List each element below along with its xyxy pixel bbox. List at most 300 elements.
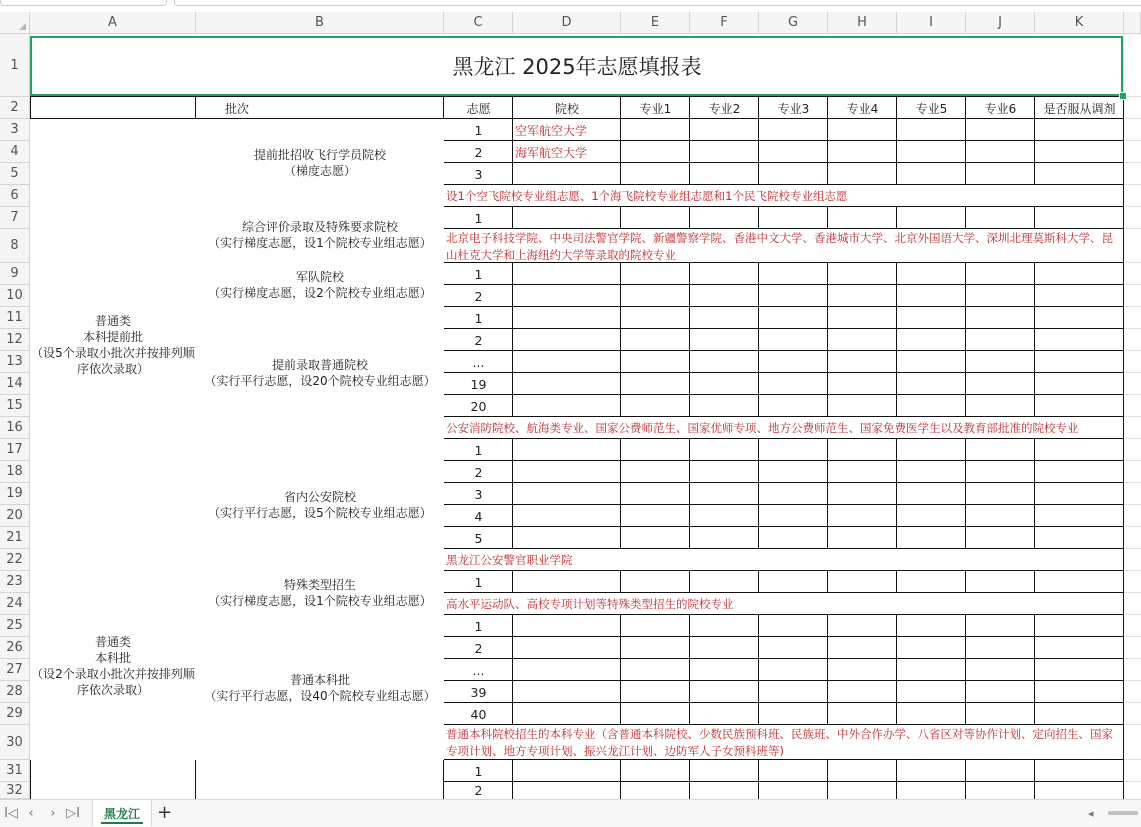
table-border-v <box>758 163 759 185</box>
choice-number[interactable]: 1 <box>474 122 483 138</box>
column-header-g[interactable]: G <box>759 12 828 34</box>
table-border-v <box>965 351 966 373</box>
table-border-v <box>689 782 690 799</box>
table-border-v <box>620 373 621 395</box>
table-border-h <box>444 636 1124 637</box>
table-border-v <box>758 329 759 351</box>
column-header-e[interactable]: E <box>621 12 690 34</box>
table-border-v <box>620 351 621 373</box>
table-border-v <box>965 395 966 417</box>
row-header-23[interactable]: 23 <box>0 571 30 593</box>
table-border-v <box>827 571 828 593</box>
table-border-v <box>965 483 966 505</box>
merged-area <box>196 760 443 798</box>
table-border-v <box>896 505 897 527</box>
table-border-v <box>758 505 759 527</box>
table-border-v <box>827 505 828 527</box>
table-border-v <box>620 329 621 351</box>
table-border-v <box>896 659 897 681</box>
sheet-title[interactable]: 黑龙江 2025年志愿填报表 <box>452 54 702 79</box>
table-border-h <box>444 526 1124 527</box>
prev-sheet-button[interactable]: ‹ <box>28 806 34 821</box>
table-border-v <box>896 760 897 782</box>
table-border-v <box>689 760 690 782</box>
row-header-12[interactable]: 12 <box>0 329 30 351</box>
table-border-v <box>689 527 690 549</box>
table-border-v <box>827 373 828 395</box>
last-sheet-button[interactable]: ▷I <box>66 806 80 821</box>
school-name[interactable]: 空军航空大学 <box>515 123 588 138</box>
table-border-v <box>1034 395 1035 417</box>
subbatch-military[interactable]: 军队院校 （实行梯度志愿，设2个院校专业组志愿） <box>196 263 444 307</box>
table-border-v <box>758 782 759 799</box>
row-header-22[interactable]: 22 <box>0 549 30 571</box>
table-border-v <box>896 527 897 549</box>
table-border-v <box>827 307 828 329</box>
table-border-v <box>689 373 690 395</box>
table-border-h <box>444 504 1124 505</box>
row-header-25[interactable]: 25 <box>0 615 30 637</box>
table-border-v <box>758 681 759 703</box>
table-border-v <box>620 637 621 659</box>
choice-number[interactable]: 3 <box>474 486 483 502</box>
table-border-h <box>444 658 1124 659</box>
table-border-v <box>827 637 828 659</box>
table-border-h <box>444 482 1124 483</box>
table-border-v <box>689 285 690 307</box>
choice-number[interactable]: 1 <box>474 618 483 634</box>
header-major6[interactable]: 专业6 <box>984 101 1017 116</box>
table-border-v <box>827 329 828 351</box>
table-border-v <box>620 760 621 782</box>
table-border-v <box>758 119 759 141</box>
choice-number[interactable]: 20 <box>470 398 487 414</box>
table-border-v <box>827 659 828 681</box>
note-row[interactable]: 设1个空飞院校专业组志愿、1个海飞院校专业组志愿和1个民飞院校专业组志愿 <box>446 188 848 203</box>
table-border-v <box>1123 373 1124 395</box>
table-border-v <box>896 307 897 329</box>
table-border-v <box>965 505 966 527</box>
table-border-v <box>896 571 897 593</box>
table-border-v <box>1034 782 1035 799</box>
choice-number[interactable]: 3 <box>474 166 483 182</box>
table-border-v <box>620 505 621 527</box>
table-border-v <box>1123 163 1124 185</box>
table-border-v <box>758 351 759 373</box>
fill-handle[interactable] <box>1119 92 1127 100</box>
choice-number[interactable]: 4 <box>474 508 483 524</box>
table-border-v <box>758 659 759 681</box>
first-sheet-button[interactable]: I◁ <box>4 806 18 821</box>
header-batch[interactable]: 批次 <box>224 101 249 116</box>
table-border-v <box>758 703 759 725</box>
table-border-v <box>1123 527 1124 549</box>
formula-bar[interactable] <box>174 0 1141 6</box>
table-border-h <box>444 284 1124 285</box>
add-sheet-button[interactable]: + <box>157 802 173 823</box>
table-border-v <box>689 461 690 483</box>
table-border-v <box>689 163 690 185</box>
choice-number[interactable]: 1 <box>474 442 483 458</box>
table-border-v <box>1034 285 1035 307</box>
subbatch-early-regular[interactable]: 提前录取普通院校 （实行平行志愿，设20个院校专业组志愿） <box>196 307 444 439</box>
table-border-v <box>758 637 759 659</box>
name-box[interactable] <box>0 0 167 6</box>
table-border-v <box>1123 351 1124 373</box>
horizontal-scrollbar[interactable] <box>1108 811 1138 815</box>
table-border-v <box>1034 439 1035 461</box>
table-border-v <box>1123 439 1124 461</box>
row-header-10[interactable]: 10 <box>0 285 30 307</box>
table-border-v <box>689 141 690 163</box>
table-border-h <box>444 680 1124 681</box>
choice-number[interactable]: 39 <box>470 684 487 700</box>
sheet-tab-heilongjiang[interactable]: 黑龙江 <box>92 800 152 826</box>
table-border-v <box>1034 373 1035 395</box>
header-adjust[interactable]: 是否服从调剂 <box>1043 101 1116 116</box>
table-border-v <box>1034 637 1035 659</box>
column-header-f[interactable]: F <box>690 12 759 34</box>
table-border-v <box>620 285 621 307</box>
table-border-v <box>758 373 759 395</box>
table-border-v <box>758 207 759 229</box>
choice-number[interactable]: 2 <box>474 464 483 480</box>
table-border-v <box>827 263 828 285</box>
table-border-v <box>620 461 621 483</box>
row-header-7[interactable]: 7 <box>0 207 30 229</box>
choice-number[interactable]: 2 <box>474 144 483 160</box>
table-border-v <box>896 207 897 229</box>
sheet-tab-bar <box>0 799 1141 827</box>
row-header-28[interactable]: 28 <box>0 681 30 703</box>
table-border-v <box>758 527 759 549</box>
column-header-j[interactable]: J <box>966 12 1035 34</box>
header-school[interactable]: 院校 <box>554 101 579 116</box>
table-border-v <box>689 681 690 703</box>
table-border-v <box>1123 329 1124 351</box>
table-border-v <box>1123 141 1124 163</box>
note-row[interactable]: 普通本科院校招生的本科专业（含普通本科院校、少数民族预科班、民族班、中外合作办学、八省区对等协作计划、定向招生、国家专项计划、地方专项计划、振兴龙江计划、边防军人子女预科班等) <box>446 727 1113 758</box>
table-border-v <box>1034 483 1035 505</box>
row-header-18[interactable]: 18 <box>0 461 30 483</box>
choice-number[interactable]: 1 <box>474 763 483 779</box>
table-border-v <box>689 351 690 373</box>
table-border-v <box>1034 461 1035 483</box>
table-border-v <box>1123 637 1124 659</box>
column-header-b[interactable]: B <box>196 12 444 34</box>
next-sheet-button[interactable]: › <box>50 806 56 821</box>
table-border-v <box>827 163 828 185</box>
header-major4[interactable]: 专业4 <box>846 101 879 116</box>
table-border-v <box>758 307 759 329</box>
choice-number[interactable]: 2 <box>474 640 483 656</box>
table-border-v <box>1034 141 1035 163</box>
table-border-v <box>689 505 690 527</box>
table-border-v <box>1034 571 1035 593</box>
table-border-v <box>1034 760 1035 782</box>
row-header-32[interactable]: 32 <box>0 782 30 799</box>
choice-number[interactable]: 19 <box>470 376 487 392</box>
subbatch-comprehensive[interactable]: 综合评价录取及特殊要求院校 （实行梯度志愿，设1个院校专业组志愿） <box>196 207 444 263</box>
table-border-v <box>896 351 897 373</box>
table-border-v <box>620 439 621 461</box>
table-border-v <box>1123 285 1124 307</box>
table-border-v <box>1123 119 1124 141</box>
table-border-v <box>1034 329 1035 351</box>
row-header-1[interactable]: 1 <box>0 34 30 97</box>
table-border-v <box>965 439 966 461</box>
table-border-v <box>896 439 897 461</box>
table-border-v <box>758 439 759 461</box>
table-border-v <box>965 307 966 329</box>
table-border-v <box>620 483 621 505</box>
table-border-v <box>827 703 828 725</box>
note-row[interactable]: 北京电子科技学院、中央司法警官学院、新疆警察学院、香港中文大学、香港城市大学、北京外国语大学、深圳北理莫斯科大学、昆山杜克大学和上海纽约大学等录取的院校专业 <box>446 231 1113 262</box>
table-border-v <box>620 782 621 799</box>
row-header-8[interactable]: 8 <box>0 229 30 263</box>
table-border-h <box>444 781 1124 782</box>
table-border-v <box>896 615 897 637</box>
table-border-v <box>896 703 897 725</box>
choice-number[interactable]: 40 <box>470 706 487 722</box>
row-header-26[interactable]: 26 <box>0 637 30 659</box>
table-border-v <box>1123 760 1124 782</box>
table-border-v <box>896 681 897 703</box>
table-border-v <box>1123 395 1124 417</box>
table-border-h <box>444 350 1124 351</box>
table-border-v <box>689 119 690 141</box>
column-header-c[interactable]: C <box>444 12 513 34</box>
table-border-v <box>620 703 621 725</box>
table-border-v <box>1034 615 1035 637</box>
column-header-a[interactable]: A <box>30 12 196 34</box>
choice-number[interactable]: 1 <box>474 266 483 282</box>
table-border-v <box>689 307 690 329</box>
row-header-21[interactable]: 21 <box>0 527 30 549</box>
school-name[interactable]: 海军航空大学 <box>515 145 588 160</box>
table-border-v <box>965 615 966 637</box>
table-border-v <box>1123 263 1124 285</box>
column-header-h[interactable]: H <box>828 12 897 34</box>
table-border-v <box>827 119 828 141</box>
row-header-20[interactable]: 20 <box>0 505 30 527</box>
table-border-v <box>689 483 690 505</box>
table-border-h <box>444 702 1124 703</box>
choice-number[interactable]: ... <box>472 354 485 370</box>
table-border-v <box>1034 207 1035 229</box>
row-header-4[interactable]: 4 <box>0 141 30 163</box>
table-border-h <box>444 394 1124 395</box>
table-border-h <box>444 328 1124 329</box>
row-header-13[interactable]: 13 <box>0 351 30 373</box>
table-border-v <box>620 207 621 229</box>
table-border-v <box>827 351 828 373</box>
subbatch-special[interactable]: 特殊类型招生 （实行梯度志愿，设1个院校专业组志愿） <box>196 571 444 615</box>
header-major2[interactable]: 专业2 <box>708 101 741 116</box>
table-border-v <box>620 571 621 593</box>
scroll-left-icon[interactable]: ◂ <box>1088 807 1094 820</box>
table-border-v <box>689 329 690 351</box>
column-header-i[interactable]: I <box>897 12 966 34</box>
table-border-v <box>896 119 897 141</box>
subbatch-police[interactable]: 省内公安院校 （实行平行志愿，设5个院校专业组志愿） <box>196 439 444 571</box>
column-header-filler <box>1124 12 1141 34</box>
table-border-v <box>1034 119 1035 141</box>
spreadsheet-grid[interactable] <box>30 34 1141 799</box>
header-choice[interactable]: 志愿 <box>466 101 491 116</box>
select-all-corner[interactable] <box>0 12 30 34</box>
table-border-v <box>620 163 621 185</box>
table-border-h <box>444 460 1124 461</box>
table-border-v <box>827 207 828 229</box>
column-header-d[interactable]: D <box>513 12 621 34</box>
table-border-v <box>965 263 966 285</box>
choice-number[interactable]: 2 <box>474 332 483 348</box>
table-border-v <box>689 703 690 725</box>
table-border-v <box>1034 659 1035 681</box>
choice-number[interactable]: ... <box>472 662 485 678</box>
table-border-v <box>896 461 897 483</box>
row-header-2[interactable]: 2 <box>0 97 30 119</box>
table-border-v <box>965 119 966 141</box>
table-border-v <box>1123 681 1124 703</box>
table-border-v <box>1034 681 1035 703</box>
note-row[interactable]: 高水平运动队、高校专项计划等特殊类型招生的院校专业 <box>446 596 734 611</box>
choice-number[interactable]: 5 <box>474 530 483 546</box>
table-border-v <box>896 395 897 417</box>
table-border-v <box>965 285 966 307</box>
table-border-v <box>758 285 759 307</box>
table-border-v <box>1034 263 1035 285</box>
choice-number[interactable]: 1 <box>474 210 483 226</box>
table-border-v <box>689 571 690 593</box>
row-header-14[interactable]: 14 <box>0 373 30 395</box>
table-border-v <box>758 141 759 163</box>
table-border-v <box>620 659 621 681</box>
table-border-v <box>689 263 690 285</box>
table-border-v <box>1123 659 1124 681</box>
row-header-6[interactable]: 6 <box>0 185 30 207</box>
category-early-batch[interactable]: 普通类 本科提前批 （设5个录取小批次并按排列顺序依次录取） <box>30 119 196 571</box>
row-header-19[interactable]: 19 <box>0 483 30 505</box>
choice-number[interactable]: 2 <box>474 783 483 798</box>
row-header-5[interactable]: 5 <box>0 163 30 185</box>
row-header-31[interactable]: 31 <box>0 760 30 782</box>
table-border-v <box>827 141 828 163</box>
row-header-15[interactable]: 15 <box>0 395 30 417</box>
row-header-11[interactable]: 11 <box>0 307 30 329</box>
table-border-v <box>827 483 828 505</box>
table-border-v <box>896 163 897 185</box>
row-header-3[interactable]: 3 <box>0 119 30 141</box>
table-border-v <box>758 461 759 483</box>
table-border-v <box>896 373 897 395</box>
table-border-v <box>965 527 966 549</box>
table-border-v <box>827 782 828 799</box>
table-border-v <box>758 760 759 782</box>
table-border-v <box>1123 782 1124 799</box>
table-border-v <box>1123 571 1124 593</box>
table-border-v <box>827 527 828 549</box>
table-border-v <box>689 395 690 417</box>
table-border-v <box>1034 351 1035 373</box>
table-border-v <box>965 163 966 185</box>
table-border-v <box>827 439 828 461</box>
table-border-v <box>689 637 690 659</box>
table-border-v <box>827 615 828 637</box>
table-border-v <box>1123 307 1124 329</box>
table-border-v <box>689 207 690 229</box>
table-border-v <box>896 141 897 163</box>
table-border-v <box>827 395 828 417</box>
row-header-24[interactable]: 24 <box>0 593 30 615</box>
row-header-29[interactable]: 29 <box>0 703 30 725</box>
table-border-v <box>965 571 966 593</box>
table-border-v <box>1034 505 1035 527</box>
category-regular-batch[interactable]: 普通类 本科批 （设2个录取小批次并按排列顺序依次录取） <box>30 571 196 760</box>
table-border-v <box>1123 703 1124 725</box>
table-border-v <box>1034 703 1035 725</box>
row-header-9[interactable]: 9 <box>0 263 30 285</box>
header-major3[interactable]: 专业3 <box>777 101 810 116</box>
table-border-v <box>965 703 966 725</box>
row-header-16[interactable]: 16 <box>0 417 30 439</box>
table-border-v <box>896 782 897 799</box>
table-border-v <box>896 483 897 505</box>
table-border-v <box>965 329 966 351</box>
table-border-v <box>620 615 621 637</box>
choice-number[interactable]: 1 <box>474 310 483 326</box>
note-row[interactable]: 黑龙江公安警官职业学院 <box>446 552 573 567</box>
column-header-k[interactable]: K <box>1035 12 1124 34</box>
table-border-v <box>965 637 966 659</box>
table-border-v <box>896 329 897 351</box>
table-border-v <box>1123 615 1124 637</box>
table-border-v <box>896 285 897 307</box>
row-header-27[interactable]: 27 <box>0 659 30 681</box>
table-border-v <box>965 373 966 395</box>
note-row[interactable]: 公安消防院校、航海类专业、国家公费师范生、国家优师专项、地方公费师范生、国家免费医学生以及教育部批准的院校专业 <box>446 420 1079 435</box>
table-border-v <box>620 263 621 285</box>
row-header-30[interactable]: 30 <box>0 725 30 760</box>
table-border-v <box>1034 527 1035 549</box>
choice-number[interactable]: 1 <box>474 574 483 590</box>
table-border-v <box>1123 207 1124 229</box>
table-border-v <box>965 760 966 782</box>
table-border-h <box>444 372 1124 373</box>
table-border-v <box>758 483 759 505</box>
table-border-v <box>965 461 966 483</box>
subbatch-regular[interactable]: 普通本科批 （实行平行志愿，设40个院校专业组志愿） <box>196 615 444 760</box>
table-border-v <box>1123 461 1124 483</box>
header-major1[interactable]: 专业1 <box>639 101 672 116</box>
subbatch-pilot[interactable]: 提前批招收飞行学员院校 （梯度志愿） <box>196 119 444 207</box>
table-border-v <box>758 571 759 593</box>
table-border-v <box>1034 163 1035 185</box>
table-border-v <box>620 395 621 417</box>
row-header-17[interactable]: 17 <box>0 439 30 461</box>
table-border-v <box>620 681 621 703</box>
table-border-v <box>896 637 897 659</box>
table-border-v <box>827 760 828 782</box>
table-border-v <box>620 527 621 549</box>
choice-number[interactable]: 2 <box>474 288 483 304</box>
merged-area <box>30 760 195 798</box>
table-border-v <box>758 263 759 285</box>
table-border-v <box>689 439 690 461</box>
table-border-v <box>965 782 966 799</box>
header-major5[interactable]: 专业5 <box>915 101 948 116</box>
